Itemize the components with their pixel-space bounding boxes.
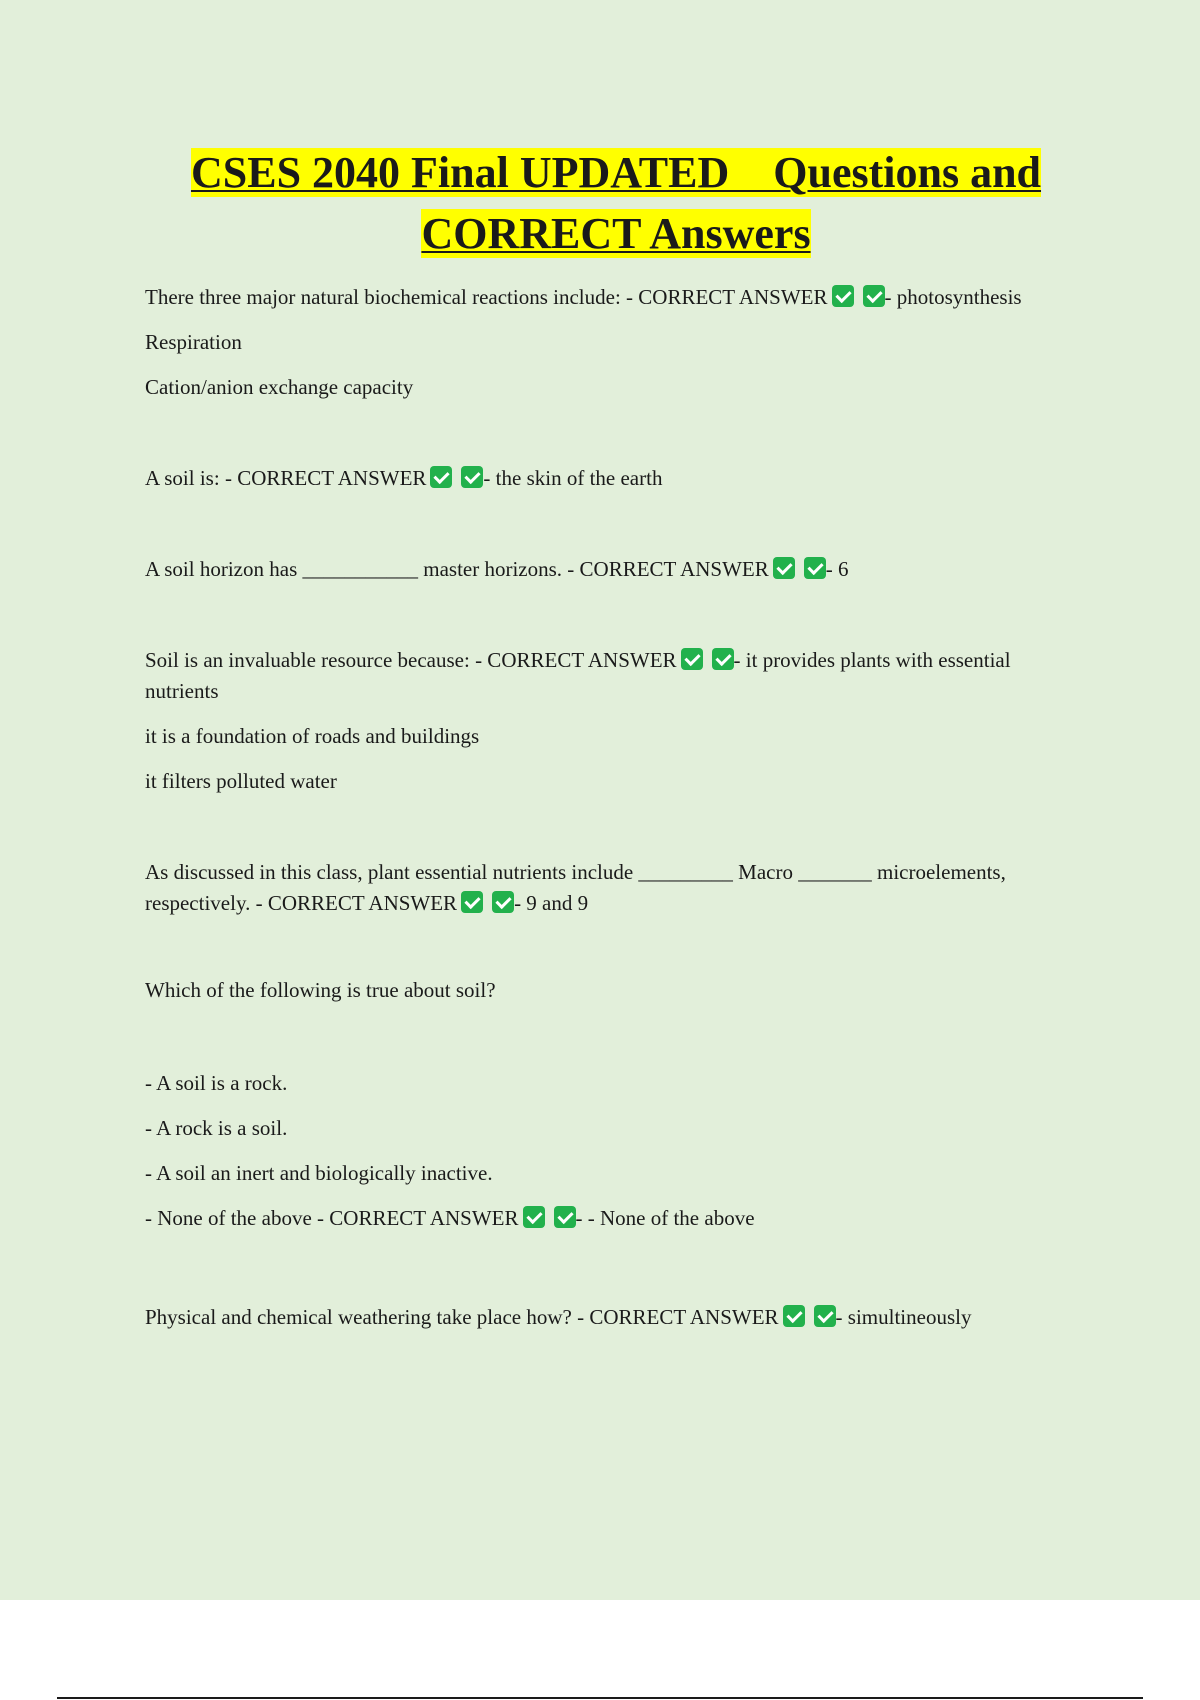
qa-question-line: [145, 1302, 1065, 1333]
footer-divider: [57, 1697, 1143, 1699]
check-box-icon: [681, 648, 703, 670]
qa-item: [145, 857, 1065, 919]
answer-line: Respiration: [145, 330, 242, 354]
answer-text: - photosynthesis: [884, 285, 1022, 309]
option-line: - A rock is a soil.: [145, 1116, 288, 1140]
answer-tag: - CORRECT ANSWER: [224, 466, 427, 490]
answer-line: Cation/anion exchange capacity: [145, 375, 414, 399]
check-box-icon: [814, 1305, 836, 1327]
question-text: Physical and chemical weathering take place how?: [145, 1305, 572, 1329]
check-box-icon: [492, 891, 514, 913]
question-text: Which of the following is true about soil?: [145, 978, 496, 1002]
qa-question-line: [145, 857, 1065, 919]
qa-item: [145, 282, 1065, 403]
check-box-icon: [804, 557, 826, 579]
answer-text: - it provides plants with essential nutrients: [145, 648, 1011, 703]
qa-list: [145, 282, 1065, 1333]
check-box-icon: [712, 648, 734, 670]
qa-item: [145, 975, 1065, 1234]
qa-item: [145, 1302, 1065, 1333]
title-line-2: CORRECT Answers: [421, 209, 811, 258]
option-line: - A soil is a rock.: [145, 1071, 288, 1095]
answer-tag: - CORRECT ANSWER: [626, 285, 828, 309]
check-box-icon: [461, 466, 483, 488]
qa-question-line: [145, 282, 1065, 313]
answer-text: - simultineously: [835, 1305, 972, 1329]
qa-item: [145, 463, 1065, 494]
option-text: - None of the above: [145, 1206, 312, 1230]
qa-question-line: [145, 463, 1065, 494]
question-text: There three major natural biochemical reactions include:: [145, 285, 621, 309]
question-text: As discussed in this class, plant essential nutrients include _________ Macro _______ microelements, respectively.: [145, 860, 1006, 915]
answer-tag: - CORRECT ANSWER: [567, 557, 769, 581]
qa-question-line: [145, 1203, 1065, 1234]
qa-question-line: [145, 645, 1065, 707]
qa-item: [145, 554, 1065, 585]
question-text: A soil is:: [145, 466, 220, 490]
answer-tag: - CORRECT ANSWER: [475, 648, 677, 672]
answer-text: - 9 and 9: [514, 891, 589, 915]
qa-question-line: [145, 554, 1065, 585]
answer-tag: - CORRECT ANSWER: [255, 891, 458, 915]
check-box-icon: [523, 1206, 545, 1228]
check-box-icon: [461, 891, 483, 913]
answer-line: it filters polluted water: [145, 769, 337, 793]
answer-tag: - CORRECT ANSWER: [317, 1206, 519, 1230]
answer-text: - - None of the above: [575, 1206, 755, 1230]
answer-text: - the skin of the earth: [483, 466, 663, 490]
answer-line: it is a foundation of roads and buildings: [145, 724, 480, 748]
check-box-icon: [430, 466, 452, 488]
option-line: - A soil an inert and biologically inactive.: [145, 1161, 493, 1185]
answer-text: - 6: [825, 557, 849, 581]
title-line-1: CSES 2040 Final UPDATED Questions and: [190, 148, 1042, 197]
qa-item: [145, 645, 1065, 797]
check-box-icon: [783, 1305, 805, 1327]
check-box-icon: [863, 285, 885, 307]
question-text: Soil is an invaluable resource because:: [145, 648, 470, 672]
question-text: A soil horizon has ___________ master horizons.: [145, 557, 563, 581]
document-title: [146, 142, 1086, 264]
check-box-icon: [832, 285, 854, 307]
check-box-icon: [773, 557, 795, 579]
check-box-icon: [554, 1206, 576, 1228]
answer-tag: - CORRECT ANSWER: [577, 1305, 779, 1329]
